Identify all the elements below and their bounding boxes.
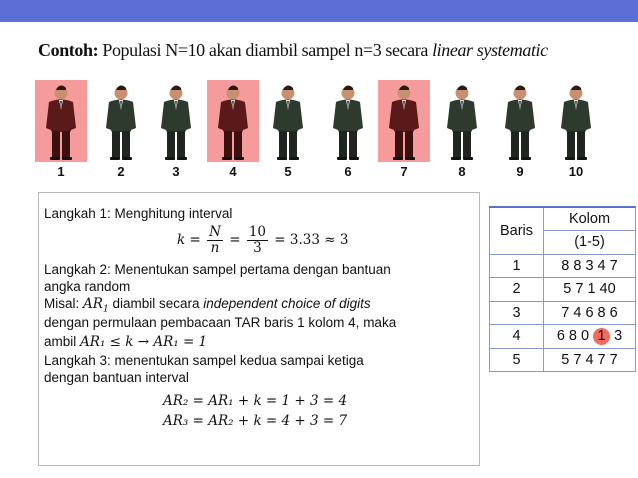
person-figure bbox=[494, 80, 546, 162]
person-figure bbox=[436, 80, 488, 162]
baris-header: Baris bbox=[490, 207, 544, 254]
digits-cell: 7 4 6 8 6 bbox=[544, 301, 636, 325]
person-number-label: 2 bbox=[117, 164, 125, 179]
title-prefix: Contoh: bbox=[38, 40, 99, 60]
person-figure bbox=[550, 80, 602, 162]
baris-cell: 3 bbox=[490, 301, 544, 325]
person-figure bbox=[207, 80, 259, 162]
formula-ar3: AR₃ = AR₂ + k = 4 + 3 = 7 bbox=[163, 413, 348, 429]
person-number-label: 6 bbox=[344, 164, 352, 179]
step-2-line-b: angka random bbox=[44, 279, 131, 294]
step-3-line-b: dengan bantuan interval bbox=[44, 370, 189, 385]
person-figure bbox=[95, 80, 147, 162]
baris-cell: 4 bbox=[490, 325, 544, 349]
table-row bbox=[490, 254, 636, 278]
slide-title bbox=[38, 40, 548, 61]
digits-cell: 8 8 3 4 7 bbox=[544, 254, 636, 278]
selected-digit-circle: 1 bbox=[593, 328, 610, 345]
title-text: Populasi N=10 akan diambil sampel n=3 secara bbox=[102, 40, 428, 60]
table-row bbox=[490, 348, 636, 372]
person-number-label: 7 bbox=[400, 164, 408, 179]
digits-cell: 5 7 4 7 7 bbox=[544, 348, 636, 372]
step-1: Langkah 1: Menghitung interval bbox=[44, 206, 233, 221]
baris-cell: 2 bbox=[490, 278, 544, 302]
title-italic: linear systematic bbox=[432, 40, 548, 60]
person-number-label: 9 bbox=[516, 164, 524, 179]
person-number-label: 4 bbox=[229, 164, 237, 179]
baris-cell: 1 bbox=[490, 254, 544, 278]
person-figure bbox=[322, 80, 374, 162]
person-figure bbox=[262, 80, 314, 162]
misal-line: Misal: $AR_1$ diambil secara independent choice of digits bbox=[44, 296, 371, 315]
person-number-label: 3 bbox=[172, 164, 180, 179]
random-number-table bbox=[489, 206, 636, 372]
person-number-label: 8 bbox=[458, 164, 466, 179]
digits-cell: 6 8 0 1 3 bbox=[544, 325, 636, 349]
baris-cell: 5 bbox=[490, 348, 544, 372]
person-number-label: 10 bbox=[568, 164, 584, 179]
person-figure bbox=[150, 80, 202, 162]
person-figure bbox=[378, 80, 430, 162]
ambil-line: ambil AR₁ ≤ k → AR₁ = 1 bbox=[44, 334, 208, 350]
tar-line: dengan permulaan pembacaan TAR baris 1 kolom 4, maka bbox=[44, 315, 397, 330]
population-figures bbox=[0, 80, 638, 190]
kolom-range: (1-5) bbox=[544, 231, 636, 255]
formula-k: k = $\frac{N}{n}$ = $\frac{10}{3}$ = 3.33 ≈ 3 bbox=[177, 224, 349, 256]
person-number-label: 1 bbox=[57, 164, 65, 179]
steps-box bbox=[38, 192, 480, 466]
kolom-header: Kolom bbox=[544, 207, 636, 231]
person-number-label: 5 bbox=[284, 164, 292, 179]
table-row bbox=[490, 325, 636, 349]
step-2-line-a: Langkah 2: Menentukan sampel pertama dengan bantuan bbox=[44, 262, 391, 277]
digits-cell: 5 7 1 40 bbox=[544, 278, 636, 302]
person-figure bbox=[35, 80, 87, 162]
table-row bbox=[490, 301, 636, 325]
top-banner bbox=[0, 0, 638, 22]
formula-ar2: AR₂ = AR₁ + k = 1 + 3 = 4 bbox=[163, 393, 348, 409]
step-3-line-a: Langkah 3: menentukan sampel kedua sampai ketiga bbox=[44, 353, 364, 368]
table-row bbox=[490, 278, 636, 302]
